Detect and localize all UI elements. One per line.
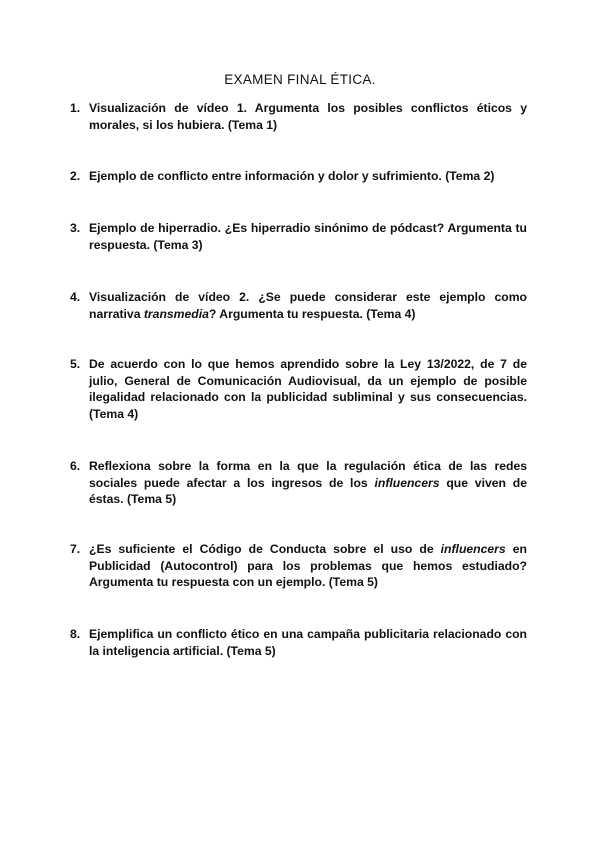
question-number: 3. (70, 221, 81, 235)
exam-title: EXAMEN FINAL ÉTICA. (224, 72, 376, 87)
question-number: 8. (70, 627, 81, 641)
question-7 (70, 541, 527, 591)
question-text: De acuerdo con lo que hemos aprendido sobre la Ley 13/2022, de 7 de julio, General de Comunicación Audiovisual, da un ejemplo de posible ilegalidad relacionado con la publicidad subliminal y sus consecuencias. (Tema 4) (89, 357, 527, 421)
question-text: Ejemplo de hiperradio. ¿Es hiperradio sinónimo de pódcast? Argumenta tu respuesta. (Tema 3) (89, 221, 527, 252)
question-number: 4. (70, 290, 81, 304)
question-number: 2. (70, 169, 81, 183)
question-number: 7. (70, 542, 81, 556)
question-number: 6. (70, 459, 81, 473)
question-text: Visualización de vídeo 2. ¿Se puede considerar este ejemplo como narrativa transmedia? Argumenta tu respuesta. (Tema 4) (89, 290, 527, 321)
question-5 (70, 356, 527, 422)
question-6 (70, 458, 528, 508)
question-number: 5. (70, 357, 81, 371)
question-text: Ejemplifica un conflicto ético en una campaña publicitaria relacionado con la inteligencia artificial. (Tema 5) (89, 627, 527, 658)
question-2 (70, 168, 527, 185)
question-4 (70, 289, 527, 322)
question-3 (70, 220, 527, 253)
question-8 (70, 626, 527, 659)
italic-term: transmedia (143, 306, 209, 321)
question-1 (70, 100, 527, 133)
question-text: ¿Es suficiente el Código de Conducta sobre el uso de influencers en Publicidad (Autocontrol) para los problemas que hemos estudiado? Argumenta tu respuesta con un ejemplo. (Tema 5) (89, 542, 527, 589)
question-text: Ejemplo de conflicto entre información y dolor y sufrimiento. (Tema 2) (89, 169, 495, 183)
italic-term: influencers (374, 475, 440, 490)
question-number: 1. (70, 101, 81, 115)
italic-term: influencers (440, 542, 506, 556)
question-text: Visualización de vídeo 1. Argumenta los posibles conflictos éticos y morales, si los hubiera. (Tema 1) (89, 101, 527, 132)
question-text: Reflexiona sobre la forma en la que la regulación ética de las redes sociales puede afectar a los ingresos de los influencers que viven de éstas. (Tema 5) (89, 459, 528, 506)
